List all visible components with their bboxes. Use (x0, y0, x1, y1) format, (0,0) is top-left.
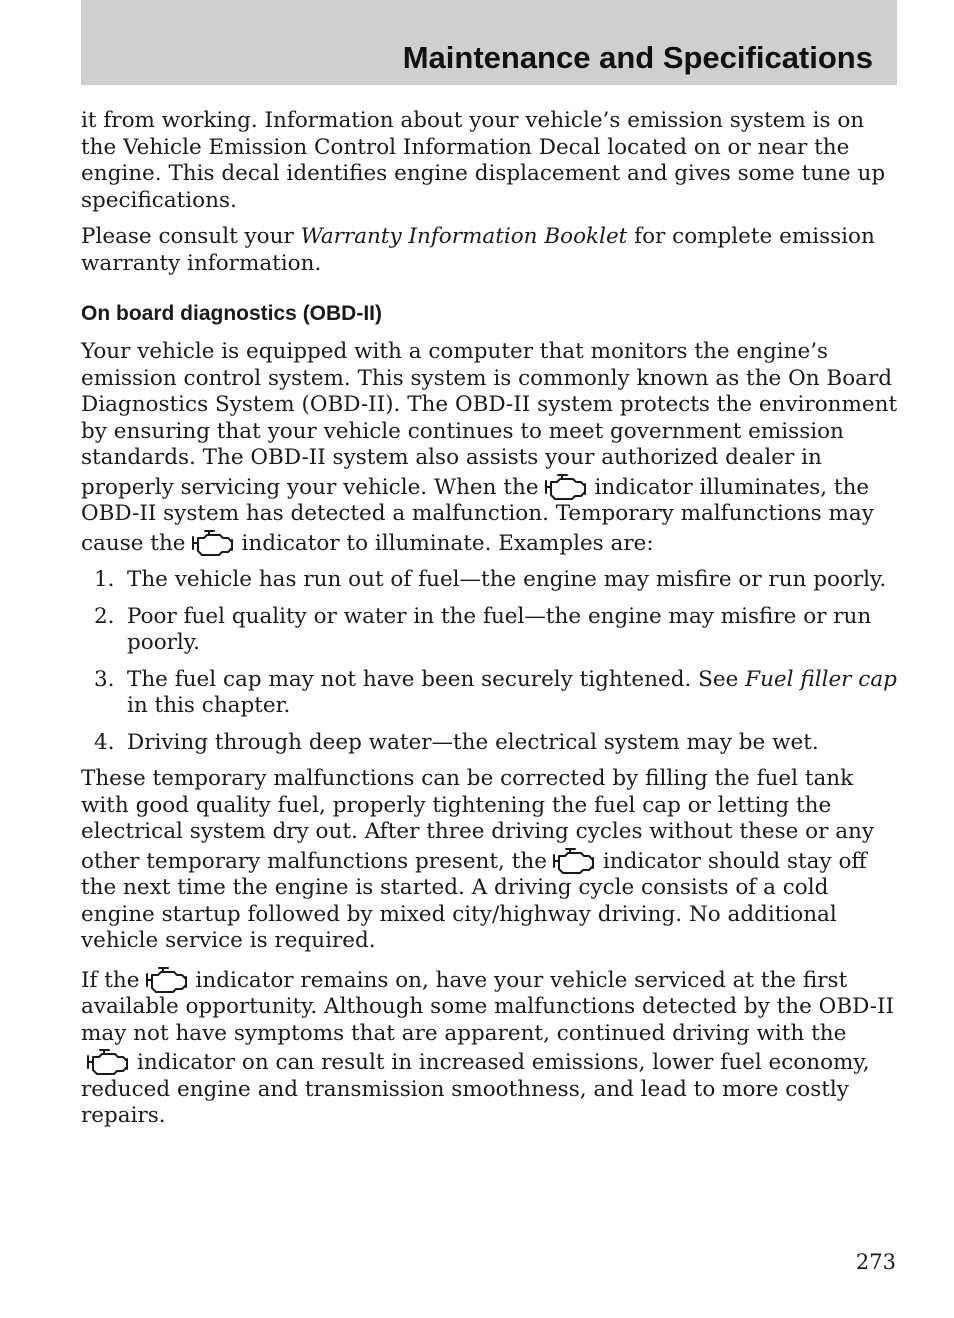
obd-text: indicator remains on, have your vehicle serviced at the first available opportunity. Although some malfunctions detected by the OBD-II may not have symptoms that are apparent, continued driving with the (81, 967, 895, 1046)
obd-text: indicator illuminates, the OBD-II system has detected a malfunction. Temporary malfunctions may cause the (81, 474, 874, 556)
list-item (81, 567, 899, 594)
page-content (81, 108, 899, 1140)
list-number: 4. (94, 729, 115, 755)
list-item (81, 604, 899, 657)
list-text: Driving through deep water—the electrical system may be wet. (127, 729, 819, 755)
obd-text: Your vehicle is equipped with a computer that monitors the engine’s emission control system. This system is commonly known as the On Board Diagnostics System (OBD-II). The OBD-II system protects the environment by ensuring that your vehicle continues to meet government emission standards. The OBD-II system also assists your authorized dealer in properly servicing your vehicle. When the (81, 339, 898, 500)
obd-text: indicator on can result in increased emissions, lower fuel economy, reduced engine and transmission smoothness, and lead to more costly repairs. (81, 1050, 870, 1128)
warranty-text-after: for complete emission warranty information. (81, 224, 875, 276)
warranty-text-before: Please consult your (81, 224, 301, 249)
list-text: in this chapter. (127, 693, 291, 718)
intro-paragraph: it from working. Information about your vehicle’s emission system is on the Vehicle Emission Control Information Decal located on or near the engine. This decal identifies engine displacement and gives some tune up specifications. (81, 108, 886, 213)
list-text: The vehicle has run out of fuel—the engine may misfire or run poorly. (127, 567, 887, 592)
list-number: 3. (94, 666, 115, 692)
check-engine-icon (543, 472, 591, 500)
obd-text: If the (81, 967, 140, 993)
obd-paragraph-1 (81, 339, 899, 557)
fuel-filler-cap-reference: Fuel filler cap (745, 666, 897, 692)
page-header (81, 0, 897, 85)
malfunction-examples-list (81, 567, 899, 756)
obd-text: These temporary malfunctions can be corrected by filling the fuel tank with good quality fuel, properly tightening the fuel cap or letting the electrical system dry out. After three driving cycles without these or any other temporary malfunctions present, the (81, 766, 875, 874)
page-number: 273 (855, 1250, 896, 1274)
warranty-booklet-title: Warranty Information Booklet (300, 224, 628, 249)
obd-paragraph-2 (81, 766, 899, 955)
obd-text: indicator to illuminate. Examples are: (241, 530, 654, 556)
obd-paragraph-3 (81, 965, 899, 1130)
list-number: 2. (94, 603, 115, 629)
list-text: Poor fuel quality or water in the fuel—the engine may misfire or run poorly. (127, 603, 872, 655)
obd-heading: On board diagnostics (OBD-II) (81, 302, 383, 325)
list-text: The fuel cap may not have been securely tightened. See (127, 666, 746, 692)
check-engine-icon (551, 846, 599, 874)
list-item (81, 730, 899, 757)
check-engine-icon (190, 528, 238, 556)
list-number: 1. (94, 567, 115, 592)
list-item (81, 667, 899, 720)
warranty-paragraph (81, 224, 899, 277)
obd-text: indicator should stay off the next time the engine is started. A driving cycle consists of a cold engine startup followed by mixed city/highway driving. No additional vehicle service is required. (81, 848, 867, 953)
section-title: Maintenance and Specifications (402, 40, 873, 75)
check-engine-icon (85, 1047, 133, 1075)
check-engine-icon (144, 965, 192, 993)
